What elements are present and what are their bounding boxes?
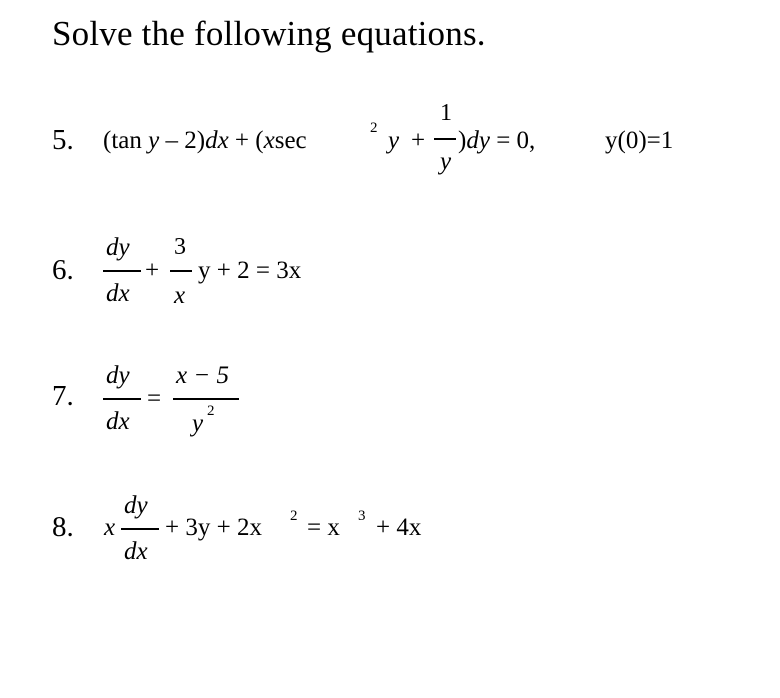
- initial-condition: y(0)=1: [605, 127, 674, 154]
- page-title: Solve the following equations.: [52, 14, 486, 53]
- equation-5-left: [103, 127, 307, 155]
- variable-y: y: [388, 127, 400, 154]
- fraction-bar: [173, 398, 239, 400]
- fraction-denominator: x: [174, 282, 186, 309]
- fraction-denominator: y: [440, 148, 452, 175]
- exponent-3: 3: [358, 508, 366, 524]
- fraction-numerator: 1: [440, 100, 452, 126]
- fraction-bar: [434, 138, 456, 140]
- variable-x: x: [104, 514, 116, 541]
- equation-8-middle: + 3y + 2x: [165, 514, 262, 541]
- problem-number: 8.: [52, 511, 74, 543]
- variable-x: x: [263, 127, 275, 154]
- plus-sign: +: [145, 257, 160, 284]
- equals-x: = x: [307, 514, 340, 541]
- problem-number: 5.: [52, 124, 74, 156]
- equals-zero: = 0,: [496, 127, 536, 154]
- tan-term: (tan: [103, 127, 142, 154]
- equation-6-rest: y + 2 = 3x: [198, 257, 302, 284]
- dx-term: dx: [205, 127, 229, 154]
- equation-8-tail: + 4x: [376, 514, 422, 541]
- fraction-numerator: 3: [174, 234, 186, 260]
- close-paren: ): [458, 127, 467, 154]
- exponent-2: 2: [370, 120, 378, 136]
- derivative-numerator: dy: [106, 362, 130, 389]
- plus-open: + (: [234, 127, 264, 154]
- variable-y: y: [148, 127, 160, 154]
- fraction-denominator: y: [192, 410, 204, 437]
- fraction-bar: [103, 270, 141, 272]
- fraction-bar: [103, 398, 141, 400]
- problem-number: 7.: [52, 380, 74, 412]
- derivative-numerator: dy: [124, 492, 148, 519]
- problem-number: 6.: [52, 254, 74, 286]
- fraction-bar: [121, 528, 159, 530]
- derivative-denominator: dx: [106, 280, 130, 307]
- fraction-bar: [170, 270, 192, 272]
- exponent-2: 2: [207, 403, 215, 419]
- exponent-2: 2: [290, 508, 298, 524]
- sec-term: sec: [274, 127, 307, 154]
- derivative-denominator: dx: [124, 538, 148, 565]
- equation-5-right: [458, 127, 535, 155]
- derivative-denominator: dx: [106, 408, 130, 435]
- equals-sign: =: [147, 385, 162, 412]
- fraction-numerator: x − 5: [176, 362, 229, 389]
- plus-sign: +: [411, 127, 426, 154]
- minus-two: – 2): [165, 127, 206, 154]
- dy-term: dy: [466, 127, 490, 154]
- derivative-numerator: dy: [106, 234, 130, 261]
